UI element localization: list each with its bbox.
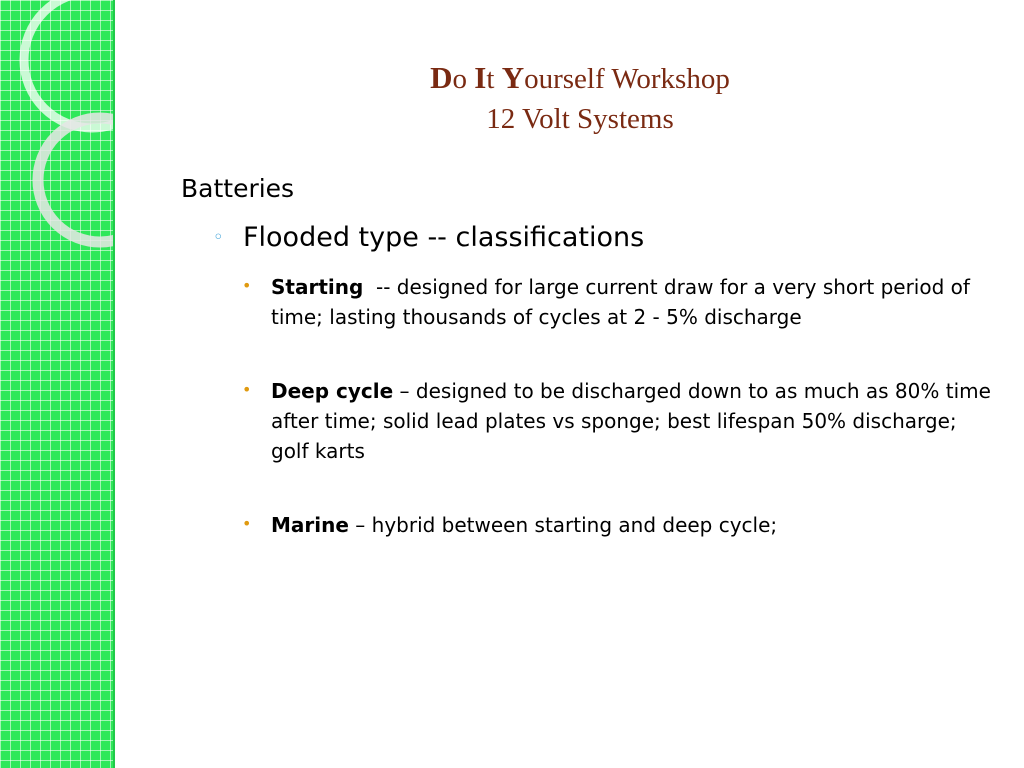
heading-batteries: Batteries	[181, 174, 295, 203]
title-part: Y	[501, 60, 525, 95]
list-item-marine	[242, 510, 991, 540]
list-item-deep-cycle	[242, 376, 998, 466]
slide-body	[181, 170, 998, 540]
item-term: Starting	[271, 275, 364, 299]
title-part: D	[430, 60, 453, 95]
decorative-ring-middle	[38, 118, 113, 242]
title-part: I	[474, 60, 487, 95]
item-term: Marine	[271, 513, 349, 537]
bullet-dot-icon: •	[242, 380, 252, 399]
bullet-dot-icon: •	[242, 276, 252, 295]
subheading-text: Flooded type -- classifications	[243, 222, 645, 253]
decorative-side-panel	[0, 0, 113, 768]
list-item-starting	[242, 272, 991, 332]
title-part: o	[452, 63, 475, 95]
item-term: Deep cycle	[271, 379, 394, 403]
title-line-2: 12 Volt Systems	[486, 103, 674, 135]
title-part: ourself Workshop	[524, 63, 730, 95]
item-text: – hybrid between starting and deep cycle;	[348, 513, 778, 537]
title-part: t	[486, 63, 502, 95]
item-text: -- designed for large current draw for a very short period of time; lasting thousands of cycles at 2 - 5% discharge	[271, 275, 977, 329]
item-text: – designed to be discharged down to as much as 80% time after time; solid lead plates vs sponge; best lifespan 50% discharge; golf karts	[271, 379, 998, 463]
decorative-circles	[0, 0, 113, 768]
hollow-bullet-icon: ◦	[213, 227, 224, 248]
decorative-ring-top	[24, 0, 113, 128]
subheading-flooded-type	[213, 218, 991, 258]
bullet-dot-icon: •	[242, 514, 252, 533]
side-panel-edge	[113, 0, 115, 768]
title-line-1	[300, 58, 860, 99]
slide-title	[300, 58, 860, 139]
